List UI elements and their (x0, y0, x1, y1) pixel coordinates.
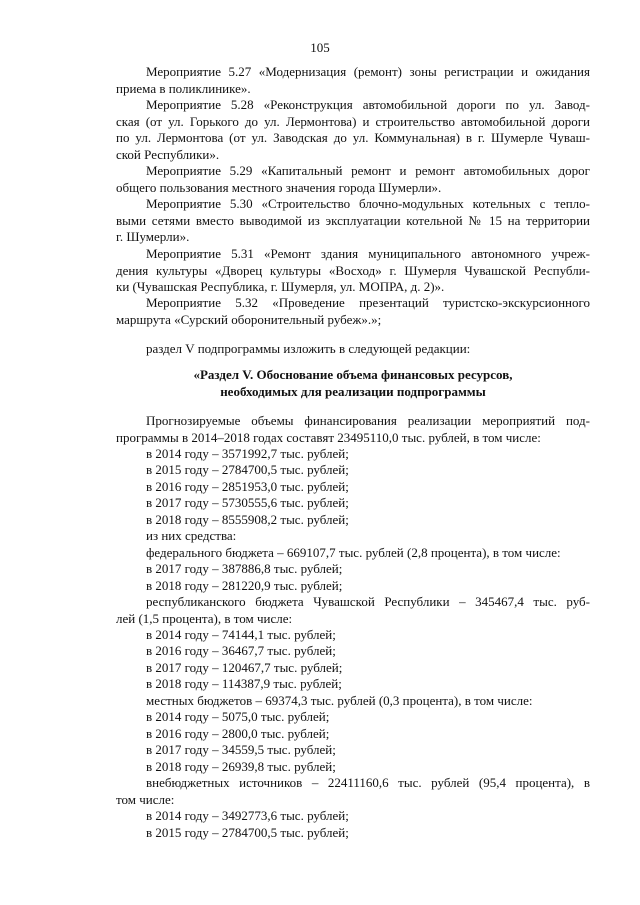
local-title: местных бюджетов – 69374,3 тыс. рублей (0,3 процента), в том числе: (146, 693, 533, 708)
text-line: Прогнозируемые объемы финансирования реализации мероприятий под- (146, 413, 590, 428)
federal-year: в 2017 году – 387886,8 тыс. рублей; (146, 561, 343, 576)
text-line: г. Шумерли». (116, 229, 190, 244)
local-year: в 2017 году – 34559,5 тыс. рублей; (146, 742, 336, 757)
text-line: общего пользования местного значения города Шумерли». (116, 179, 442, 195)
text-line: приема в поликлинике». (116, 80, 251, 96)
local-year: в 2014 году – 5075,0 тыс. рублей; (146, 709, 330, 724)
total-intro (116, 413, 590, 446)
total-year: в 2017 году – 5730555,6 тыс. рублей; (146, 495, 349, 510)
republic-year: в 2018 году – 114387,9 тыс. рублей; (146, 676, 342, 691)
republic-year: в 2014 году – 74144,1 тыс. рублей; (146, 627, 336, 642)
measure-5-29 (116, 163, 590, 196)
text-line: том числе: (116, 791, 175, 807)
republic-year: в 2017 году – 120467,7 тыс. рублей; (146, 660, 343, 675)
text-line: маршрута «Сурский оборонительный рубеж».»; (116, 311, 382, 327)
text-line: Мероприятие 5.30 «Строительство блочно-модульных котельных с тепло- (146, 196, 590, 211)
republic-title (116, 594, 590, 627)
extra-year: в 2014 году – 3492773,6 тыс. рублей; (146, 808, 349, 823)
text-line: Мероприятие 5.31 «Ремонт здания муниципального автономного учреж- (146, 246, 590, 261)
measure-5-27 (116, 64, 590, 97)
local-year: в 2016 году – 2800,0 тыс. рублей; (146, 726, 330, 741)
text-line: ской Республики». (116, 146, 220, 162)
extra-title (116, 775, 590, 808)
text-line: Мероприятие 5.27 «Модернизация (ремонт) зоны регистрации и ожидания (146, 64, 590, 79)
text-line: программы в 2014–2018 годах составят 23495110,0 тыс. рублей, в том числе: (116, 429, 541, 445)
measure-5-28 (116, 97, 590, 163)
text-line: дения культуры «Дворец культуры «Восход» г. Шумерля Чувашской Республи- (116, 262, 590, 278)
total-year: в 2018 году – 8555908,2 тыс. рублей; (146, 512, 349, 527)
page-number: 105 (310, 40, 330, 55)
republic-year: в 2016 году – 36467,7 тыс. рублей; (146, 643, 336, 658)
extra-year: в 2015 году – 2784700,5 тыс. рублей; (146, 825, 349, 840)
measure-5-30 (116, 196, 590, 246)
text-line: республиканского бюджета Чувашской Республики – 345467,4 тыс. руб- (146, 594, 590, 609)
text-line: Мероприятие 5.29 «Капитальный ремонт и ремонт автомобильных дорог (146, 163, 590, 178)
text-line: внебюджетных источников – 22411160,6 тыс. рублей (95,4 процента), в (146, 775, 590, 790)
text-line: Мероприятие 5.32 «Проведение презентаций туристско-экскурсионного (146, 295, 590, 310)
heading-line: «Раздел V. Обоснование объема финансовых ресурсов, (193, 367, 513, 382)
text-line: ская (от ул. Горького до ул. Лермонтова) и строительство автомобильной дороги (116, 113, 590, 129)
measure-5-31 (116, 246, 590, 296)
text-line: по ул. Лермонтова (от ул. Заводская до ул. Коммунальная) в г. Шумерле Чуваш- (116, 130, 590, 145)
federal-year: в 2018 году – 281220,9 тыс. рублей; (146, 578, 343, 593)
local-year: в 2018 году – 26939,8 тыс. рублей; (146, 759, 336, 774)
heading-line: необходимых для реализации подпрограммы (220, 383, 486, 399)
text-line: Мероприятие 5.28 «Реконструкция автомобильной дороги по ул. Завод- (146, 97, 590, 112)
sources-label: из них средства: (146, 528, 237, 543)
total-year: в 2016 году – 2851953,0 тыс. рублей; (146, 479, 349, 494)
total-year: в 2014 году – 3571992,7 тыс. рублей; (146, 446, 349, 461)
federal-title: федерального бюджета – 669107,7 тыс. рублей (2,8 процента), в том числе: (146, 545, 561, 560)
text-line: ки (Чувашская Республика, г. Шумерля, ул. МОПРА, д. 2)». (116, 279, 445, 294)
text-line: лей (1,5 процента), в том числе: (116, 610, 293, 626)
total-year: в 2015 году – 2784700,5 тыс. рублей; (146, 462, 349, 477)
section-heading (116, 367, 590, 400)
text-line: выми сетями вместо выводимой из эксплуатации котельной № 15 на территории (116, 212, 590, 228)
measure-5-32 (116, 295, 590, 328)
section-intro: раздел V подпрограммы изложить в следующей редакции: (146, 341, 471, 356)
